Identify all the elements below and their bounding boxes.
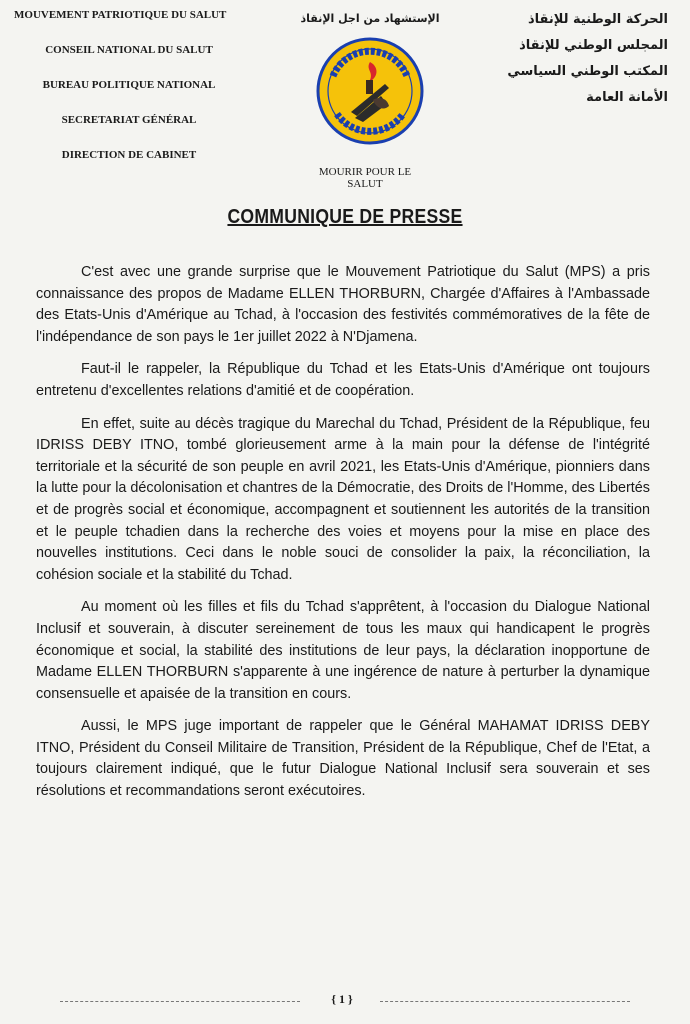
page-number: { 1 }	[331, 992, 353, 1006]
footer-divider	[380, 1001, 630, 1002]
footer-divider	[60, 1001, 300, 1002]
document-body	[36, 262, 650, 814]
org-name: MOUVEMENT PATRIOTIQUE DU SALUT	[14, 9, 227, 21]
motto: MOURIR POUR LE SALUT	[318, 166, 412, 190]
council-name-arabic: المجلس الوطني للإنقاذ	[519, 38, 668, 53]
page-footer	[60, 992, 630, 1012]
party-logo-icon	[315, 36, 425, 146]
org-name-arabic: الحركة الوطنية للإنقاذ	[527, 12, 668, 27]
bureau-name: BUREAU POLITIQUE NATIONAL	[42, 79, 216, 91]
paragraph: C'est avec une grande surprise que le Mouvement Patriotique du Salut (MPS) a pris connaissance des propos de Madame ELLEN THORBURN, Chargée d'Affaires à l'Ambassade des Etats-Unis d'Amérique au Tchad, à l'occasion des festivités commémoratives de la fête de l'indépendance de son pays le 1er juillet 2022 à N'Djamena.	[36, 264, 650, 345]
arabic-slogan: الإستشهاد من اجل الإنقاذ	[300, 12, 440, 25]
paragraph: Aussi, le MPS juge important de rappeler que le Général MAHAMAT IDRISS DEBY ITNO, Président du Conseil Militaire de Transition, Président de la République, Chef de l'Etat, a toujours clairement indiqué, que le futur Dialogue National Inclusif sera souverain et ses résolutions et recommandations seront exécutoires.	[36, 718, 650, 800]
document-title: COMMUNIQUE DE PRESSE	[227, 206, 463, 228]
bureau-name-arabic: المكتب الوطني السياسي	[507, 64, 668, 79]
cabinet-name: DIRECTION DE CABINET	[61, 149, 197, 161]
header-right	[468, 8, 668, 112]
header-center	[285, 8, 455, 146]
paragraph: En effet, suite au décès tragique du Marechal du Tchad, Président de la République, feu IDRISS DEBY ITNO, tombé glorieusement arme à la main pour la défense de l'intégrité territoriale et la sécurité de son peuple en avril 2021, les Etats-Unis d'Amérique, pionniers dans la lutte pour la décolonisation et chantres de la Démocratie, des Droits de l'Homme, des Libertés et de progrès social et économique, accompagnent et soutiennent les autorités de la transition et le peuple tchadien dans la recherche des voies et moyens pour la mise en place des nouvelles institutions. Ceci dans le noble souci de consolider la paix, la réconciliation, la cohésion sociale et la stabilité du Tchad.	[36, 415, 650, 583]
paragraph: Faut-il le rappeler, la République du Tchad et les Etats-Unis d'Amérique ont toujours entretenu d'excellentes relations d'amitié et de coopération.	[36, 361, 650, 399]
secretariat-name-arabic: الأمانة العامة	[586, 90, 668, 105]
header-left	[14, 8, 244, 183]
council-name: CONSEIL NATIONAL DU SALUT	[45, 44, 213, 56]
paragraph: Au moment où les filles et fils du Tchad s'apprêtent, à l'occasion du Dialogue National Inclusif et souverain, à discuter sereinement de tous les maux qui handicapent le progrès économique et social, la stabilité des institutions de leur pays, la déclaration inopportune de Madame ELLEN THORBURN s'apparente à une ingérence de nature à perturber la dynamique consensuelle et apaisée de la transition en cours.	[36, 599, 650, 702]
secretariat-name: SECRETARIAT GÉNÉRAL	[61, 114, 197, 126]
